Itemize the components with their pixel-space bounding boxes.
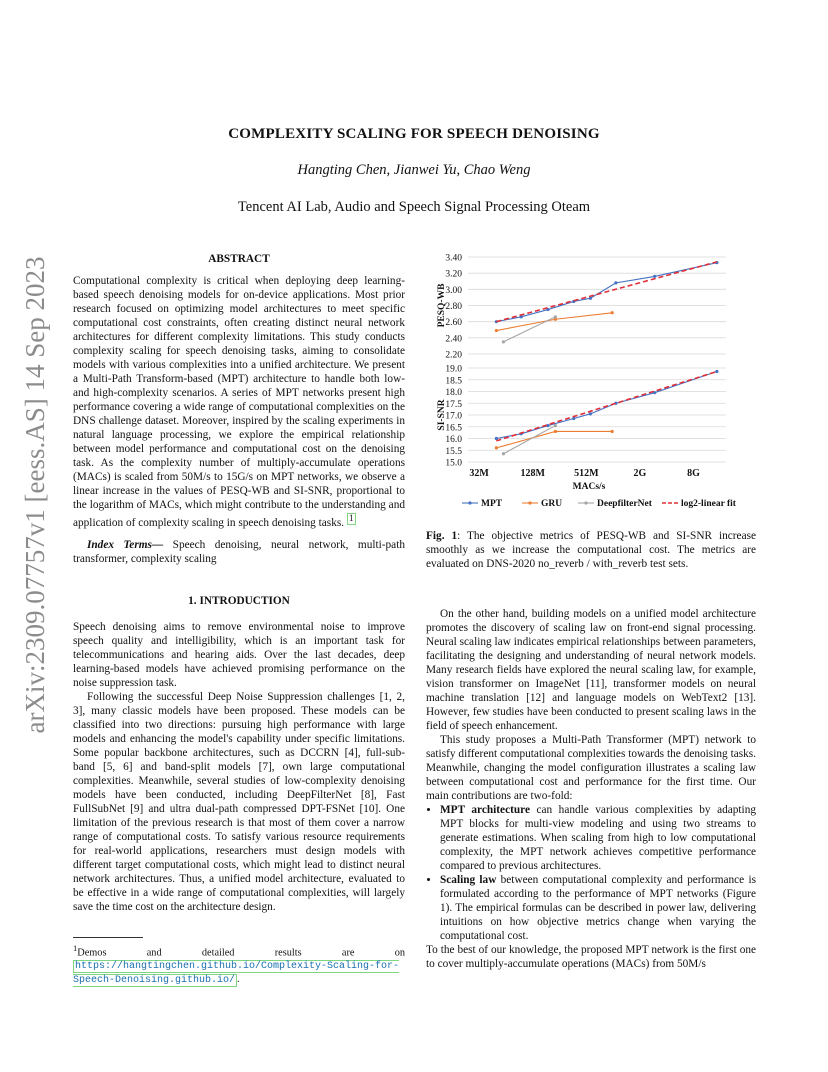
y-tick-label: 2.20 bbox=[445, 350, 462, 361]
figure-caption-text: : The objective metrics of PESQ-WB and SI-SNR increase smoothly as we increase the computational cost. The metrics are evaluated on DNS-2020 no_reverb / with_reverb test sets. bbox=[426, 530, 756, 570]
footnote-link[interactable]: https://hangtingchen.github.io/Complexity-Scaling-for-Speech-Denoising.github.io/ bbox=[73, 961, 400, 987]
y-tick-label: 17.5 bbox=[445, 399, 462, 410]
data-point-gru bbox=[611, 430, 614, 433]
paper-affiliation: Tencent AI Lab, Audio and Speech Signal Processing Oteam bbox=[237, 199, 591, 215]
footnote-ref[interactable]: 1 bbox=[348, 514, 354, 524]
legend-marker bbox=[528, 501, 531, 504]
y-tick-label: 19.0 bbox=[445, 364, 462, 375]
figure-1-chart bbox=[426, 248, 756, 520]
legend-marker bbox=[468, 501, 471, 504]
right-paragraph-3: To the best of our knowledge, the proposed MPT network is the first one to cover multiply-accumulate operations (MACs) from 50M/s bbox=[426, 944, 756, 970]
contribution-item-2 bbox=[440, 873, 756, 943]
data-point-deepfilternet bbox=[502, 452, 505, 455]
legend-label: DeepfilterNet bbox=[597, 499, 652, 509]
contribution-item-1 bbox=[440, 803, 756, 873]
index-terms-text: Speech denoising, neural network, multi-path transformer, complexity scaling bbox=[73, 538, 405, 565]
data-point-mpt bbox=[589, 412, 592, 415]
data-point-deepfilternet bbox=[554, 424, 557, 427]
series-line-gru bbox=[496, 431, 612, 447]
introduction-section bbox=[73, 594, 405, 914]
data-point-deepfilternet bbox=[554, 315, 557, 318]
index-terms-label: Index Terms— bbox=[87, 538, 164, 551]
paper-authors: Hangting Chen, Jianwei Yu, Chao Weng bbox=[297, 162, 531, 178]
abstract-body bbox=[73, 274, 405, 530]
legend-label: log2-linear fit bbox=[681, 499, 736, 509]
paper-title: COMPLEXITY SCALING FOR SPEECH DENOISING bbox=[228, 126, 600, 142]
legend-label: MPT bbox=[481, 499, 503, 509]
bullet1-title: MPT architecture bbox=[440, 804, 530, 816]
x-axis-label: MACs/s bbox=[572, 482, 606, 492]
y-tick-label: 18.5 bbox=[445, 376, 462, 387]
y-tick-label: 2.60 bbox=[445, 318, 462, 329]
y-axis-label: SI-SNR bbox=[437, 399, 447, 431]
data-point-gru bbox=[495, 446, 498, 449]
y-tick-label: 16.0 bbox=[445, 435, 462, 445]
footnote-end: . bbox=[237, 974, 240, 986]
legend-label: GRU bbox=[541, 499, 563, 509]
bullet2-text: between computational complexity and performance is formulated according to the performance of MPT networks (Figure 1). The empirical formulas can be described in power law, delivering intuitions on how objective metrics change when varying the computational cost. bbox=[440, 874, 756, 942]
x-tick-label: 512M bbox=[574, 468, 599, 479]
bullet1-text: can handle various complexities by adapting MPT blocks for multi-view modeling and using two streams to generate estimations. When scaling from high to low computational complexity, the MPT network achieves competitive performance compared to previous architectures. bbox=[440, 804, 756, 872]
right-paragraph-1: On the other hand, building models on a unified model architecture promotes the discovery of scaling law on front-end signal processing. Neural scaling law indicates empirical relationships between parameters, facilitating the designing and understanding of neural network models. Many research fields have explored the neural scaling law, for example, vision transformer on ImageNet [11], transformer models on neural machine translation [12] and language models on WebText2 [13]. However, few studies have been conducted to present scaling laws in the field of speech enhancement. bbox=[426, 608, 756, 732]
footnote bbox=[73, 942, 405, 987]
arxiv-identifier: arXiv:2309.07757v1 [eess.AS] 14 Sep 2023 bbox=[20, 256, 50, 734]
y-tick-label: 16.5 bbox=[445, 423, 462, 434]
data-point-deepfilternet bbox=[502, 340, 505, 343]
figure-caption bbox=[426, 529, 756, 571]
y-tick-label: 2.40 bbox=[445, 334, 462, 345]
data-point-mpt bbox=[715, 370, 718, 373]
footnote-divider bbox=[73, 937, 143, 938]
x-tick-label: 2G bbox=[633, 468, 647, 479]
bullet2-title: Scaling law bbox=[440, 874, 497, 886]
footnote-number: 1 bbox=[73, 943, 78, 953]
intro-heading: 1. INTRODUCTION bbox=[188, 595, 290, 607]
y-axis-label: PESQ-WB bbox=[437, 283, 447, 328]
y-tick-label: 3.20 bbox=[445, 269, 462, 280]
x-tick-label: 32M bbox=[469, 468, 489, 479]
x-tick-label: 128M bbox=[520, 468, 545, 479]
figure-caption-label: Fig. 1 bbox=[426, 530, 458, 542]
series-line-log2-linear-fit bbox=[496, 372, 716, 441]
y-tick-label: 3.40 bbox=[445, 253, 462, 264]
abstract-text: Computational complexity is critical when deploying deep learning-based speech denoising models for on-device applications. Most prior research focused on optimizing model architectures to meet specific computational cost constraints, often creating distinct neural network architectures for different complexity limitations. This study conducts complexity scaling for speech denoising tasks, aiming to consolidate models with various complexities into a unified architecture. We present a Multi-Path Transform-based (MPT) architecture to handle both low- and high-complexity scenarios. A series of MPT networks present high performance covering a wide range of computational complexities on the DNS challenge dataset. Moreover, inspired by the scaling experiments in natural language processing, we explore the empirical relationship between model performance and computational cost on the denoising task. As the complexity number of multiply-accumulate operations (MACs) is scaled from 50M/s to 15G/s on MPT networks, we observe a linear increase in the values of PESQ-WB and SI-SNR, proportional to the logarithm of MACs, which might contribute to the understanding and application of complexity scaling in speech denoising tasks. bbox=[73, 275, 405, 529]
footnote-text: Demos and detailed results are on bbox=[77, 947, 405, 959]
y-tick-label: 3.00 bbox=[445, 285, 462, 296]
data-point-gru bbox=[611, 311, 614, 314]
data-point-mpt bbox=[653, 275, 656, 278]
data-point-mpt bbox=[495, 437, 498, 440]
y-tick-label: 15.5 bbox=[445, 446, 462, 457]
right-paragraph-2: This study proposes a Multi-Path Transformer (MPT) network to satisfy different computational complexities towards the denoising tasks. Meanwhile, changing the model configuration illustrates a scaling law between computational cost and performance for the first time. Our main contributions are two-fold: bbox=[426, 734, 756, 802]
series-line-log2-linear-fit bbox=[496, 262, 716, 322]
x-tick-label: 8G bbox=[687, 468, 700, 479]
y-tick-label: 18.0 bbox=[445, 388, 462, 398]
abstract-heading: ABSTRACT bbox=[208, 253, 270, 265]
contribution-list bbox=[426, 803, 756, 943]
intro-paragraph-2: Following the successful Deep Noise Suppression challenges [1, 2, 3], many classic models have been proposed. These models can be classified into two directions: pursuing high performance with large models and enhancing the model's capability under specific limitations. Some popular backbone architectures, such as DCCRN [4], full-sub-band [5, 6] and band-split models [7], own large computational complexities. Meanwhile, several studies of low-complexity denoising models have been conducted, including DeepFilterNet [8], Fast FullSubNet [9] and ultra dual-path compressed DPT-FSNet [10]. One limitation of the previous research is that most of them cover a narrow range of computational costs. To satisfy various resource requirements for real-world applications, researchers must design models with different target computational costs, which might lead to distinct neural network architectures. Thus, a unified model architecture, evaluated to be effective in a wide range of computational complexities, will largely save the time cost on the architecture design. bbox=[73, 691, 405, 913]
data-point-mpt bbox=[572, 417, 575, 420]
y-tick-label: 2.80 bbox=[445, 302, 462, 312]
intro-paragraph-1: Speech denoising aims to remove environmental noise to improve speech quality and intelligibility, which is an important task for telecommunications and hearing aids. Over the last decades, deep learning-based models have achieved promising performance on the noise suppression task. bbox=[73, 621, 405, 689]
data-point-gru bbox=[554, 430, 557, 433]
y-tick-label: 15.0 bbox=[445, 458, 462, 469]
index-terms bbox=[73, 538, 405, 566]
complexity-scaling-chart bbox=[426, 248, 756, 520]
data-point-mpt bbox=[614, 281, 617, 284]
data-point-gru bbox=[495, 329, 498, 332]
right-column-text bbox=[426, 607, 756, 971]
legend-marker bbox=[584, 501, 587, 504]
y-tick-label: 17.0 bbox=[445, 411, 462, 422]
abstract-section bbox=[73, 252, 405, 566]
